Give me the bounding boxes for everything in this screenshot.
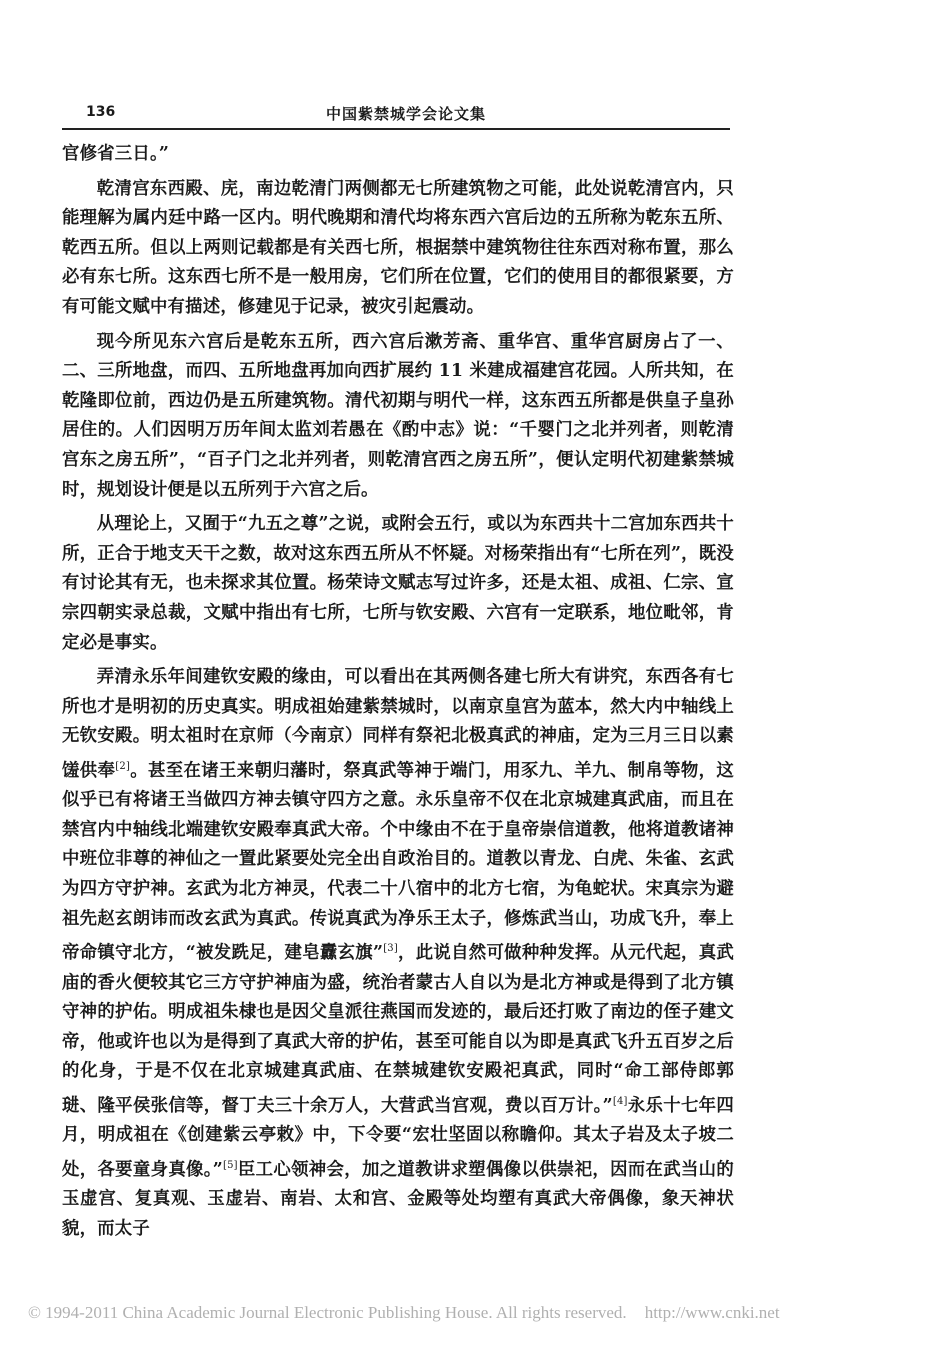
journal-title: 中国紫禁城学会论文集: [326, 105, 487, 123]
paragraph-text: 弄清永乐年间建钦安殿的缘由，可以看出在其两侧各建七所大有讲究，东西各有七所也才是明初的历史真实。明成祖始建紫禁城时，以南京皇宫为蓝本，然大内中轴线上无钦安殿。明太祖时在京师（今南京）同样有祭祀北极真武的神庙，定为三月三日以素馐供奉: [62, 667, 734, 781]
copyright-footer: [28, 1303, 928, 1323]
citation-ref: [2]: [115, 760, 131, 772]
citation-ref: [3]: [383, 943, 398, 955]
paragraph-continuation: [62, 140, 734, 170]
citation-ref: [4]: [612, 1096, 628, 1107]
paragraph-text: 乾清宫东西殿、庑，南边乾清门两侧都无七所建筑物之可能，此处说乾清宫内，只能理解为属内廷中路一区内。明代晚期和清代均将东西六宫后边的五所称为乾东五所、乾西五所。但以上两则记载都是有关西七所，根据禁中建筑物往往东西对称布置，那么必有东七所。这东西七所不是一般用房，它们所在位置，它们的使用目的都很紧要，方有可能文赋中有描述，修建见于记录，被灾引起震动。: [62, 178, 734, 317]
running-header: [62, 98, 730, 130]
paragraph-text: 。甚至在诸王来朝归藩时，祭真武等神于端门，用豕九、羊九、制帛等物，这似乎已有将诸王当做四方神去镇守四方之意。永乐皇帝不仅在北京城建真武庙，而且在禁宫内中轴线北端建钦安殿奉真武大帝。个中缘由不在于皇帝崇信道教，他将道教诸神中班位非尊的神仙之一置此紧要处完全出自政治目的。道教以青龙、白虎、朱雀、玄武为四方守护神。玄武为北方神灵，代表二十八宿中的北方七宿，为龟蛇状。宋真宗为避祖先赵玄朗讳而改玄武为真武。传说真武为净乐王太子，修炼武当山，功成飞升，奉上帝命镇守北方，“被发跣足，建皂纛玄旗”: [62, 760, 734, 964]
paragraph: [62, 328, 734, 506]
footer-link[interactable]: http://www.cnki.net: [644, 1303, 780, 1322]
paragraph-text: 永乐十七年四月，明成祖在《创建紫云亭敕》中，下令要“宏壮坚固以称瞻仰。其太子岩及太子坡二处，各要童身真像。”: [62, 1095, 734, 1180]
paragraph: [62, 175, 734, 323]
paragraph-text: 从理论上，又囿于“九五之尊”之说，或附会五行，或以为东西共十二宫加东西共十所，正合于地支天干之数，故对这东西五所从不怀疑。对杨荣指出有“七所在列”，既没有讨论其有无，也未探求其位置。杨荣诗文赋志写过许多，还是太祖、成祖、仁宗、宣宗四朝实录总裁，文赋中指出有七所，七所与钦安殿、六宫有一定联系，地位毗邻，肯定必是事实。: [62, 514, 734, 653]
copyright-text: © 1994-2011 China Academic Journal Electronic Publishing House. All rights reserved.: [28, 1303, 627, 1322]
paragraph-text: ，此说自然可做种种发挥。从元代起，真武庙的香火便较其它三方守护神庙为盛，统治者蒙古人自以为是北方神或是得到了北方镇守神的护佑。明成祖朱棣也是因父皇派往燕国而发迹的，最后还打败了南边的侄子建文帝，他或许也以为是得到了真武大帝的护佑，甚至可能自以为即是真武飞升五百岁之后的化身，于是不仅在北京城建真武庙、在禁城建钦安殿祀真武，同时“命工部侍郎郭琎、隆平侯张信等，督丁夫三十余万人，大营武当宫观，费以百万计。”: [62, 943, 734, 1116]
paragraph: [62, 510, 734, 658]
paragraph-text: 现今所见东六宫后是乾东五所，西六宫后漱芳斋、重华宫、重华宫厨房占了一、二、三所地盘，而四、五所地盘再加向西扩展约 11 米建成福建宫花园。人所共知，在乾隆即位前，西边仍是五所建筑物。清代初期与明代一样，这东西五所都是供皇子皇孙居住的。人们因明万历年间太监刘若愚在《酌中志》说：“千婴门之北并列者，则乾清宫东之房五所”，“百子门之北并列者，则乾清宫西之房五所”，便认定明代初建紫禁城时，规划设计便是以五所列于六宫之后。: [62, 331, 734, 500]
article-body: [62, 140, 734, 1250]
paragraph-text: 官修省三日。”: [62, 144, 170, 164]
paragraph: [62, 663, 734, 1244]
paragraph-text: 臣工心领神会，加之道教讲求塑偶像以供崇祀，因而在武当山的玉虚宫、复真观、玉虚岩、南岩、太和宫、金殿等处均塑有真武大帝偶像，象天神状貌，而太子: [62, 1159, 734, 1239]
citation-ref: [5]: [223, 1159, 238, 1171]
page-number: 136: [86, 104, 116, 120]
